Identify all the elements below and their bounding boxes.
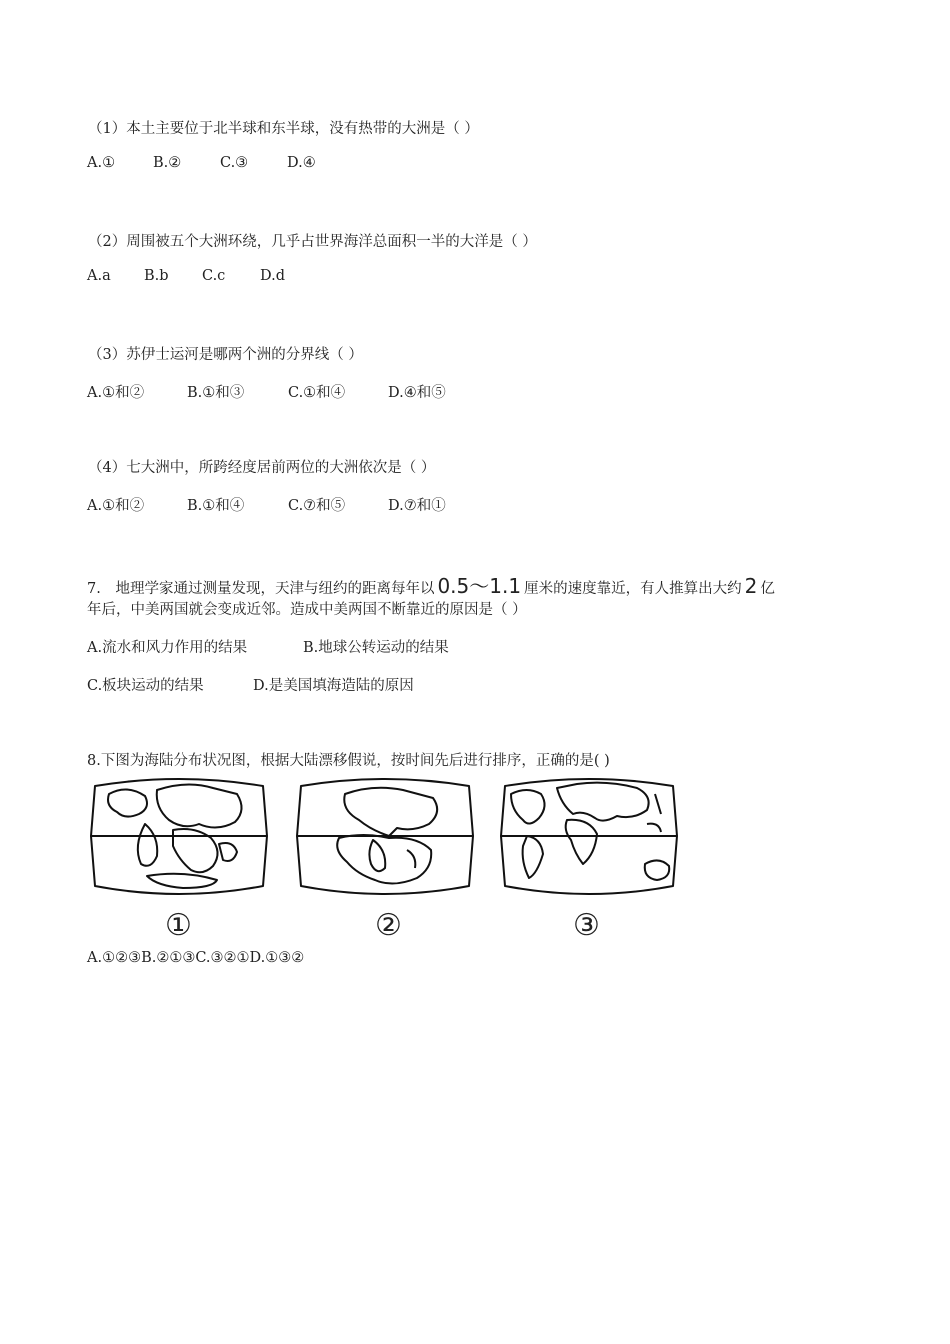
map-label-1: ① xyxy=(165,908,192,943)
q8-options[interactable]: A.①②③B.②①③C.③②①D.①③② xyxy=(87,950,305,966)
q7-value-years: 2 xyxy=(744,574,758,598)
option-a[interactable]: A.① xyxy=(87,155,116,171)
q6-sub4-stem: （4）七大洲中，所跨经度居前两位的大洲依次是（ ） xyxy=(88,460,436,476)
q7-number: 7. xyxy=(87,581,101,597)
q7-options-row1 xyxy=(87,636,449,657)
map-label-2: ② xyxy=(375,908,402,943)
q7-stem-line1 xyxy=(87,570,775,599)
option-a[interactable]: A.①和② xyxy=(87,385,145,401)
q7-stem-line2: 年后，中美两国就会变成近邻。造成中美两国不断靠近的原因是（ ） xyxy=(87,602,527,618)
option-c[interactable]: C.板块运动的结果 xyxy=(87,678,204,694)
q6-sub1-stem: （1）本土主要位于北半球和东半球，没有热带的大洲是（ ） xyxy=(88,121,479,137)
option-c[interactable]: C.①和④ xyxy=(288,385,346,401)
continental-drift-maps xyxy=(85,772,685,952)
map-3 xyxy=(501,779,677,894)
q7-value-range: 0.5～1.1 xyxy=(437,574,522,598)
q7-options-row2 xyxy=(87,674,414,695)
option-a[interactable]: A.a xyxy=(87,268,111,284)
option-a[interactable]: A.流水和风力作用的结果 xyxy=(87,640,248,656)
q6-sub1-options xyxy=(87,155,316,171)
option-c[interactable]: C.c xyxy=(202,268,226,284)
option-d[interactable]: D.是美国填海造陆的原因 xyxy=(253,678,414,694)
map-label-3: ③ xyxy=(573,908,600,943)
q6-sub2-stem: （2）周围被五个大洲环绕，几乎占世界海洋总面积一半的大洋是（ ） xyxy=(88,234,537,250)
q7-text-part2: 厘米的速度靠近，有人推算出大约 xyxy=(524,581,742,597)
option-b[interactable]: B.①和④ xyxy=(187,498,245,514)
q6-sub3-options xyxy=(87,381,446,402)
option-b[interactable]: B.② xyxy=(153,155,182,171)
map-1 xyxy=(91,779,267,894)
q6-sub3-stem: （3）苏伊士运河是哪两个洲的分界线（ ） xyxy=(88,347,363,363)
q6-sub4-options xyxy=(87,494,446,515)
option-a[interactable]: A.①和② xyxy=(87,498,145,514)
q7-text-part1: 地理学家通过测量发现，天津与纽约的距离每年以 xyxy=(115,581,435,597)
option-b[interactable]: B.①和③ xyxy=(187,385,245,401)
q8-stem: 8.下图为海陆分布状况图，根据大陆漂移假说，按时间先后进行排序，正确的是( ) xyxy=(87,753,610,769)
q6-sub2-options xyxy=(87,268,285,284)
option-c[interactable]: C.⑦和⑤ xyxy=(288,498,346,514)
option-d[interactable]: D.d xyxy=(260,268,285,284)
option-d[interactable]: D.④和⑤ xyxy=(388,385,446,401)
option-d[interactable]: D.⑦和① xyxy=(388,498,446,514)
option-b[interactable]: B.地球公转运动的结果 xyxy=(303,640,449,656)
option-d[interactable]: D.④ xyxy=(287,155,316,171)
map-2 xyxy=(297,779,473,894)
q7-text-part3: 亿 xyxy=(760,581,775,597)
option-b[interactable]: B.b xyxy=(144,268,169,284)
option-c[interactable]: C.③ xyxy=(220,155,249,171)
